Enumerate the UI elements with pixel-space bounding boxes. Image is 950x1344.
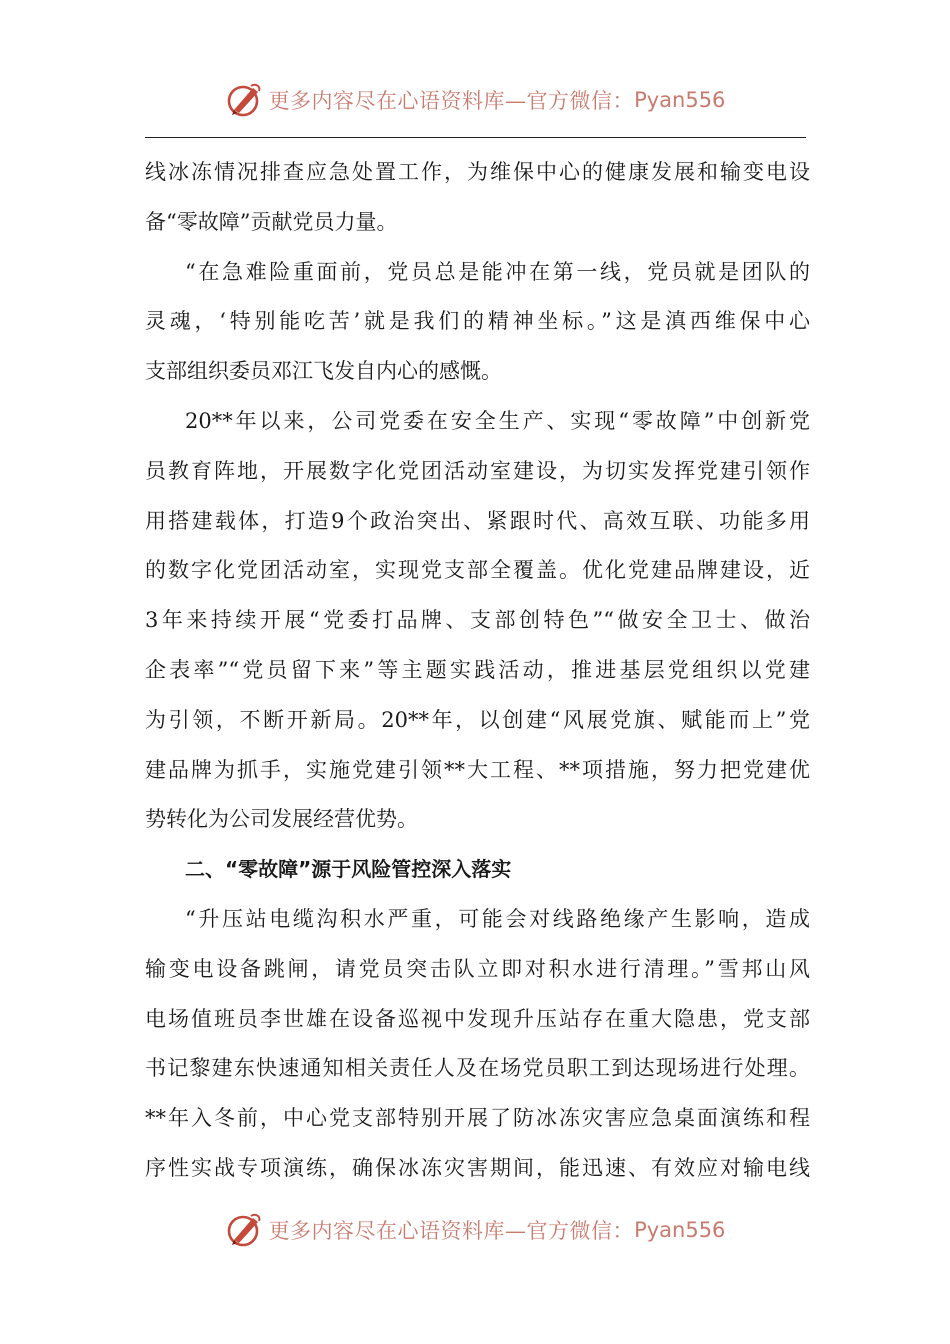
body-line: 建品牌为抓手，实施党建引领**大工程、**项措施，努力把党建优 [145,757,810,782]
header-divider [145,137,806,138]
body-line: 为引领，不断开新局。20**年，以创建“风展党旗、赋能而上”党 [145,707,810,732]
header-banner [0,78,950,122]
body-line: 的数字化党团活动室，实现党支部全覆盖。优化党建品牌建设，近 [145,558,810,583]
body-line: 势转化为公司发展经营优势。 [145,807,418,832]
document-body [145,148,810,1194]
body-line: 电场值班员李世雄在设备巡视中发现升压站存在重大隐患，党支部 [145,1006,810,1031]
body-line: 用搭建载体，打造9个政治突出、紧跟时代、高效互联、功能多用 [145,508,810,533]
body-line: 20**年以来，公司党委在安全生产、实现“零故障”中创新党 [185,408,810,433]
body-line: 序性实战专项演练，确保冰冻灾害期间，能迅速、有效应对输电线 [145,1155,810,1180]
body-line: 企表率”“党员留下来”等主题实践活动，推进基层党组织以党建 [145,657,810,682]
body-line: 线冰冻情况排查应急处置工作，为维保中心的健康发展和输变电设 [145,160,810,184]
body-line: 输变电设备跳闸，请党员突击队立即对积水进行清理。”雪邦山风 [145,956,810,981]
footer-banner [0,1208,950,1252]
body-line: **年入冬前，中心党支部特别开展了防冰冻灾害应急桌面演练和程 [145,1106,810,1131]
header-banner-text: 更多内容尽在心语资料库—官方微信： [268,89,635,113]
body-line: 支部组织委员邓江飞发自内心的感慨。 [145,359,502,384]
body-line: “升压站电缆沟积水严重，可能会对线路绝缘产生影响，造成 [185,906,810,931]
body-line: 备“零故障”贡献党员力量。 [145,209,398,234]
body-line: 员教育阵地，开展数字化党团活动室建设，为切实发挥党建引领作 [145,458,810,483]
footer-banner-text: 更多内容尽在心语资料库—官方微信： [268,1219,635,1243]
body-line: 书记黎建东快速通知相关责任人及在场党员职工到达现场进行处理。 [145,1056,810,1081]
body-line: 3年来持续开展“党委打品牌、支部创特色”“做安全卫士、做治 [145,608,810,633]
body-line: “在急难险重面前，党员总是能冲在第一线，党员就是团队的 [185,259,810,284]
body-line: 灵魂，‘特别能吃苦’就是我们的精神坐标。”这是滇西维保中心 [145,309,810,334]
header-banner-brand: Pyan556 [634,88,726,112]
section-heading: 二、“零故障”源于风险管控深入落实 [185,857,512,882]
footer-banner-brand: Pyan556 [634,1218,726,1242]
pen-circle-logo-icon [225,1210,265,1250]
pen-circle-logo-icon [225,80,265,120]
